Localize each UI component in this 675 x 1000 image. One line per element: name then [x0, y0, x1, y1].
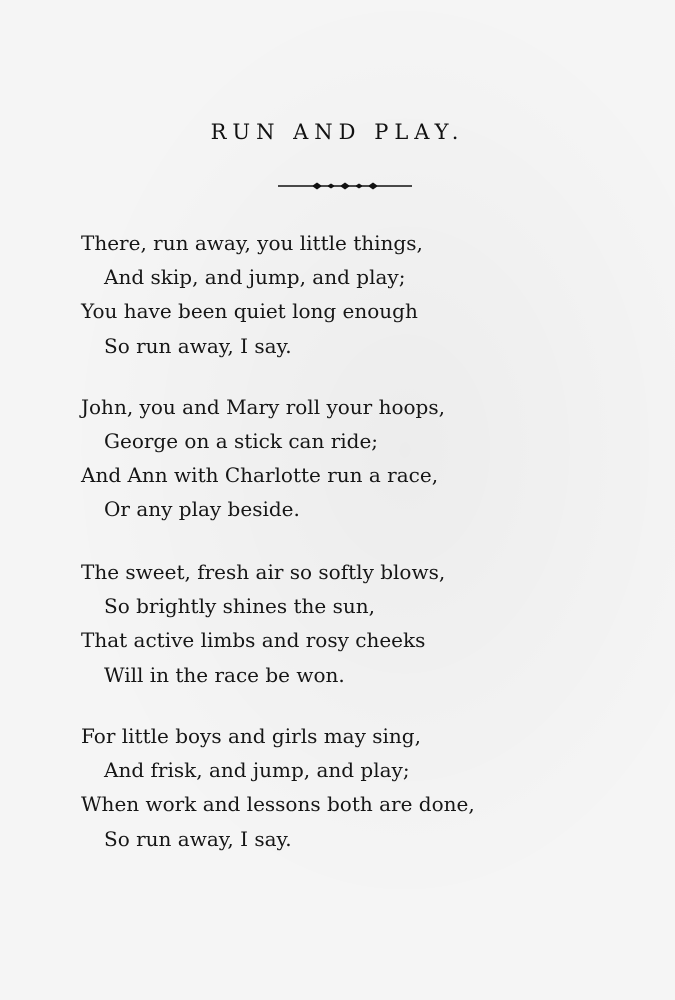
- stanza-4-line-3: When work and lessons both are done,: [81, 792, 475, 816]
- stanza-3-line-3: That active limbs and rosy cheeks: [81, 628, 426, 652]
- stanza-1-line-3: You have been quiet long enough: [81, 299, 418, 323]
- stanza-3-line-2: So brightly shines the sun,: [104, 594, 376, 618]
- stanza-2-line-4: Or any play beside.: [104, 497, 300, 521]
- stanza-4-line-1: For little boys and girls may sing,: [81, 724, 421, 748]
- stanza-1-line-4: So run away, I say.: [104, 334, 292, 358]
- title-divider-ornament-icon: [278, 179, 412, 193]
- stanza-1-line-2: And skip, and jump, and play;: [104, 265, 406, 289]
- stanza-2-line-3: And Ann with Charlotte run a race,: [81, 463, 439, 487]
- stanza-3-line-4: Will in the race be won.: [104, 663, 345, 687]
- stanza-2-line-1: John, you and Mary roll your hoops,: [81, 395, 445, 419]
- stanza-3-line-1: The sweet, fresh air so softly blows,: [81, 560, 446, 584]
- stanza-4-line-2: And frisk, and jump, and play;: [104, 758, 410, 782]
- poem-title: RUN AND PLAY.: [210, 120, 465, 144]
- stanza-4-line-4: So run away, I say.: [104, 827, 292, 851]
- stanza-2-line-2: George on a stick can ride;: [104, 429, 379, 453]
- stanza-1-line-1: There, run away, you little things,: [81, 231, 423, 255]
